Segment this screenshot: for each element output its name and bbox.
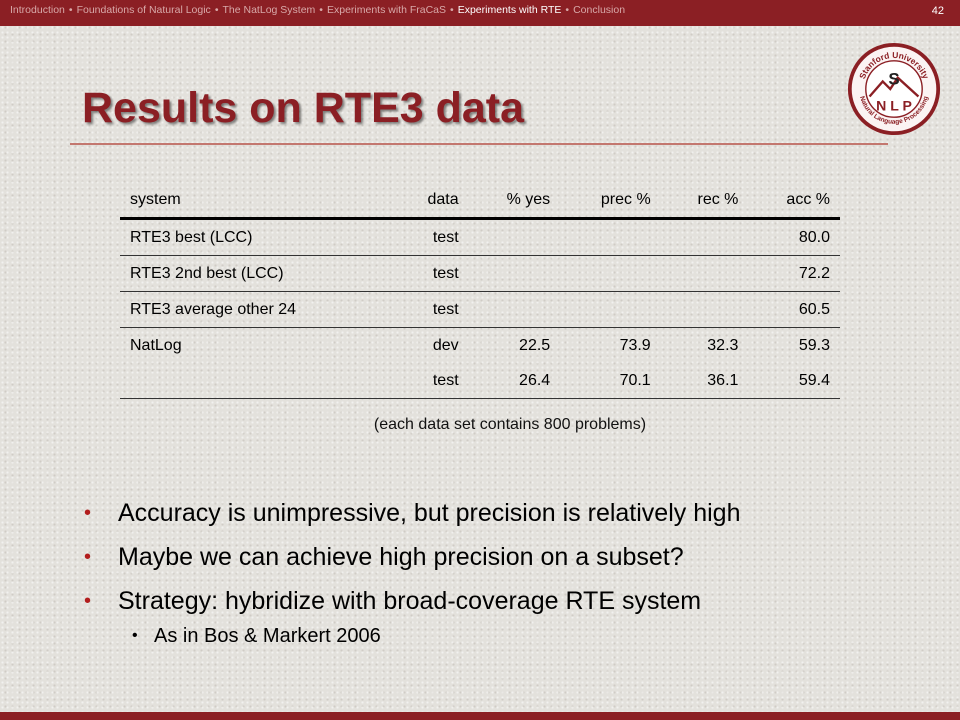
cell-data: test	[395, 292, 469, 328]
cell-rec	[661, 219, 749, 256]
nav-separator: •	[214, 4, 219, 16]
col-header-system: system	[120, 182, 395, 219]
cell-data: test	[395, 219, 469, 256]
cell-pct-yes: 22.5	[519, 336, 551, 354]
cell-system	[120, 363, 395, 399]
table-row	[120, 363, 840, 399]
results-table	[120, 182, 840, 399]
cell-data: test	[395, 363, 469, 399]
section-nav-bar	[0, 0, 960, 26]
cell-acc: 60.5	[748, 292, 840, 328]
cell-system: RTE3 average other 24	[120, 292, 395, 328]
table-footnote: (each data set contains 800 problems)	[373, 416, 647, 433]
cell-acc: 80.0	[748, 219, 840, 256]
cell-rec	[661, 256, 749, 292]
col-header-acc: acc %	[748, 182, 840, 219]
cell-data: dev	[432, 336, 459, 354]
bullet-text: Accuracy is unimpressive, but precision is relatively high	[118, 499, 741, 527]
stanford-nlp-logo	[847, 42, 941, 136]
cell-prec	[560, 256, 661, 292]
nav-rte[interactable]: Experiments with RTE	[457, 4, 562, 16]
bullet-dot-icon: •	[132, 627, 138, 644]
cell-prec: 70.1	[560, 363, 661, 399]
cell-pct-yes	[469, 219, 561, 256]
nav-introduction[interactable]: Introduction	[10, 4, 65, 16]
cell-acc: 59.4	[748, 363, 840, 399]
nav-foundations[interactable]: Foundations of Natural Logic	[76, 4, 211, 16]
table-row	[120, 328, 840, 364]
cell-system: NatLog	[130, 336, 182, 354]
col-header-pct-yes: % yes	[469, 182, 561, 219]
nav-separator: •	[68, 4, 73, 16]
title-divider	[70, 143, 888, 145]
nav-conclusion[interactable]: Conclusion	[573, 4, 626, 16]
cell-prec	[560, 292, 661, 328]
col-header-rec: rec %	[661, 182, 749, 219]
cell-pct-yes	[469, 292, 561, 328]
col-header-data: data	[395, 182, 469, 219]
sub-bullet-item	[84, 623, 864, 649]
nav-natlog-system[interactable]: The NatLog System	[222, 4, 316, 16]
logo-letters-nlp: N L P	[876, 97, 912, 114]
table-row	[120, 292, 840, 328]
slide-title: Results on RTE3 data	[82, 84, 525, 132]
col-header-prec: prec %	[560, 182, 661, 219]
bullet-text: Strategy: hybridize with broad-coverage RTE system	[118, 587, 702, 615]
nav-fracas[interactable]: Experiments with FraCaS	[326, 4, 447, 16]
nav-separator: •	[565, 4, 570, 16]
logo-ring-bottom: Natural Language Processing	[858, 95, 930, 126]
bullet-dot-icon: •	[84, 546, 92, 568]
cell-prec: 73.9	[619, 336, 651, 354]
cell-rec	[661, 292, 749, 328]
cell-prec	[560, 219, 661, 256]
cell-acc: 72.2	[748, 256, 840, 292]
cell-pct-yes: 26.4	[469, 363, 561, 399]
cell-system: RTE3 best (LCC)	[120, 219, 395, 256]
cell-system: RTE3 2nd best (LCC)	[120, 256, 395, 292]
bullet-dot-icon: •	[84, 502, 92, 524]
nav-separator: •	[450, 4, 454, 16]
cell-acc: 59.3	[798, 336, 830, 354]
logo-ring-top: Stanford University	[856, 49, 932, 81]
page-number: 42	[931, 5, 944, 17]
bullet-list	[84, 497, 864, 649]
nav-separator: •	[319, 4, 323, 16]
bullet-item	[84, 585, 864, 617]
logo-letter-s: S	[888, 69, 900, 89]
table-row	[120, 256, 840, 292]
cell-rec: 36.1	[661, 363, 749, 399]
table-header-row	[120, 182, 840, 219]
bullet-text: Maybe we can achieve high precision on a subset?	[118, 543, 684, 571]
sub-bullet-text: As in Bos & Markert 2006	[154, 625, 381, 647]
table-row	[120, 219, 840, 256]
bullet-dot-icon: •	[84, 590, 92, 612]
cell-data: test	[395, 256, 469, 292]
cell-rec: 32.3	[707, 336, 739, 354]
footer-bar	[0, 712, 960, 720]
cell-pct-yes	[469, 256, 561, 292]
bullet-item	[84, 541, 864, 573]
bullet-item	[84, 497, 864, 529]
